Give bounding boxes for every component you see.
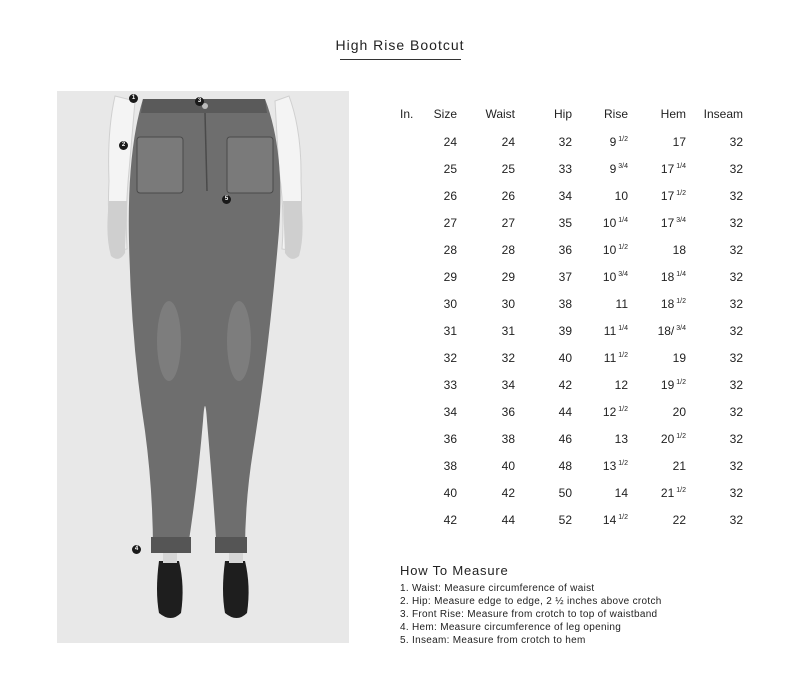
cell-inseam-value: 32: [729, 351, 743, 365]
cell-hip-value: 42: [558, 378, 572, 392]
cell-size: [444, 513, 457, 527]
cell-inseam-value: 32: [729, 486, 743, 500]
cell-hem-fraction: 1/2: [676, 298, 686, 305]
cell-hem-value: 18/: [657, 324, 675, 338]
header-waist: Waist: [485, 107, 515, 121]
cell-size-value: 36: [443, 432, 457, 446]
cell-hem-value: 17: [672, 135, 686, 149]
cell-inseam-value: 32: [729, 324, 743, 338]
cell-rise-value: 11: [603, 351, 617, 365]
table-header-row: [392, 101, 752, 128]
cell-hip-value: 48: [558, 459, 572, 473]
cell-rise-fraction: 1/2: [618, 460, 628, 467]
cell-waist: [502, 432, 515, 446]
cell-hem-value: 22: [672, 513, 686, 527]
cell-size: [444, 378, 457, 392]
cell-waist: [502, 513, 515, 527]
cell-inseam-value: 32: [729, 378, 743, 392]
cell-hip: [559, 297, 572, 311]
cell-rise: [603, 459, 628, 473]
cell-size: [444, 459, 457, 473]
cell-hip: [559, 324, 572, 338]
cell-size: [444, 243, 457, 257]
marker-2: 2: [119, 141, 128, 150]
cell-inseam-value: 32: [729, 513, 743, 527]
table-row: [392, 344, 752, 371]
cell-rise-fraction: 1/2: [618, 352, 628, 359]
cell-waist-value: 30: [501, 297, 515, 311]
cell-hem-value: 20: [660, 432, 675, 446]
cell-rise-value: 11: [603, 324, 617, 338]
cell-hip-value: 44: [558, 405, 572, 419]
cell-inseam: [730, 378, 743, 392]
cell-hip: [559, 432, 572, 446]
cell-size-value: 30: [443, 297, 457, 311]
cell-rise-value: 9: [609, 162, 617, 176]
table-row: [392, 452, 752, 479]
measure-item-front-rise: 3. Front Rise: Measure from crotch to top of waistband: [400, 609, 658, 620]
marker-1: 1: [129, 94, 138, 103]
cell-rise-fraction: 1/4: [618, 325, 628, 332]
cell-hip: [559, 135, 572, 149]
cell-hip: [559, 216, 572, 230]
cell-rise: [603, 216, 628, 230]
cell-inseam: [730, 513, 743, 527]
header-inseam: Inseam: [703, 107, 743, 121]
cell-hem: [661, 270, 686, 284]
cell-rise: [604, 351, 628, 365]
cell-hip-value: 34: [558, 189, 572, 203]
cell-rise: [615, 189, 628, 203]
cell-rise: [603, 405, 628, 419]
cell-rise-fraction: 1/2: [618, 514, 628, 521]
cell-inseam: [730, 351, 743, 365]
cell-waist-value: 24: [501, 135, 515, 149]
cell-size-value: 31: [443, 324, 457, 338]
cell-hem-fraction: 1/2: [676, 190, 686, 197]
cell-hem: [661, 189, 686, 203]
cell-size-value: 29: [443, 270, 457, 284]
page-title: High Rise Bootcut: [335, 37, 465, 53]
table-row: [392, 398, 752, 425]
cell-waist: [502, 486, 515, 500]
cell-waist-value: 25: [501, 162, 515, 176]
cell-hip: [559, 405, 572, 419]
marker-5: 5: [222, 195, 231, 204]
cell-size: [444, 486, 457, 500]
cell-inseam-value: 32: [729, 189, 743, 203]
cell-inseam: [730, 189, 743, 203]
cell-inseam: [730, 486, 743, 500]
marker-3: 3: [195, 97, 204, 106]
cell-hip-value: 35: [558, 216, 572, 230]
cell-hem: [661, 162, 686, 176]
table-row: [392, 506, 752, 533]
cell-hem: [661, 486, 686, 500]
cell-hip: [559, 513, 572, 527]
cell-size-value: 27: [443, 216, 457, 230]
cell-size-value: 42: [443, 513, 457, 527]
cell-waist: [502, 216, 515, 230]
header-hip: Hip: [553, 107, 572, 121]
cell-rise-fraction: 1/2: [618, 244, 628, 251]
how-to-measure-title: How To Measure: [400, 563, 509, 578]
table-row: [392, 182, 752, 209]
cell-hem: [661, 432, 686, 446]
cell-waist: [502, 243, 515, 257]
cell-hip-value: 50: [558, 486, 572, 500]
cell-waist-value: 26: [501, 189, 515, 203]
measure-item-hip: 2. Hip: Measure edge to edge, 2 ½ inches above crotch: [400, 596, 662, 607]
cell-hip: [559, 378, 572, 392]
cell-rise-fraction: 1/2: [618, 406, 628, 413]
cell-waist-value: 44: [501, 513, 515, 527]
table-row: [392, 479, 752, 506]
table-row: [392, 128, 752, 155]
cell-hem: [673, 135, 686, 149]
cell-waist-value: 34: [501, 378, 515, 392]
title-underline: [340, 59, 461, 60]
cell-inseam: [730, 243, 743, 257]
cell-hem-fraction: 1/2: [676, 487, 686, 494]
cell-rise: [603, 513, 628, 527]
cell-size-value: 33: [443, 378, 457, 392]
cell-size: [444, 189, 457, 203]
cell-rise-value: 14: [614, 486, 628, 500]
cell-rise-fraction: 3/4: [618, 163, 628, 170]
cell-waist-value: 40: [501, 459, 515, 473]
cell-inseam-value: 32: [729, 459, 743, 473]
cell-size: [444, 135, 457, 149]
cell-rise-value: 11: [615, 297, 628, 311]
cell-hem-fraction: 3/4: [676, 325, 686, 332]
cell-rise-value: 12: [614, 378, 628, 392]
cell-size-value: 25: [443, 162, 457, 176]
cell-inseam: [730, 459, 743, 473]
cell-rise: [610, 135, 628, 149]
cell-hem-value: 18: [672, 243, 686, 257]
cell-inseam-value: 32: [729, 432, 743, 446]
cell-size-value: 40: [443, 486, 457, 500]
cell-hem: [673, 351, 686, 365]
cell-size: [444, 351, 457, 365]
header-size: Size: [433, 107, 457, 121]
cell-hip: [559, 270, 572, 284]
cell-rise-value: 9: [609, 135, 617, 149]
cell-hip-value: 38: [558, 297, 572, 311]
cell-hem-value: 17: [660, 162, 675, 176]
cell-hem: [661, 378, 686, 392]
cell-inseam-value: 32: [729, 216, 743, 230]
cell-waist: [502, 135, 515, 149]
cell-size: [444, 324, 457, 338]
cell-hem-fraction: 3/4: [676, 217, 686, 224]
cell-size-value: 38: [443, 459, 457, 473]
cell-hip: [559, 189, 572, 203]
cell-hem-value: 21: [660, 486, 675, 500]
cell-waist: [502, 162, 515, 176]
table-row: [392, 317, 752, 344]
cell-hip: [559, 486, 572, 500]
cell-hem: [661, 297, 686, 311]
cell-waist-value: 38: [501, 432, 515, 446]
header-rise: Rise: [603, 107, 628, 121]
table-body: [392, 128, 752, 533]
cell-inseam: [730, 405, 743, 419]
cell-rise: [615, 486, 628, 500]
cell-hip-value: 39: [558, 324, 572, 338]
cell-size-value: 24: [443, 135, 457, 149]
marker-4: 4: [132, 545, 141, 554]
cell-waist: [502, 324, 515, 338]
cell-hem-fraction: 1/2: [676, 433, 686, 440]
cell-rise: [610, 162, 628, 176]
cell-hem-value: 21: [672, 459, 686, 473]
cell-waist-value: 42: [501, 486, 515, 500]
cell-size-value: 32: [443, 351, 457, 365]
table-row: [392, 371, 752, 398]
cell-rise-fraction: 3/4: [618, 271, 628, 278]
cell-rise-value: 14: [602, 513, 617, 527]
cell-inseam: [730, 162, 743, 176]
header-in: In.: [400, 107, 414, 121]
cell-hip-value: 32: [558, 135, 572, 149]
cell-size: [444, 270, 457, 284]
cell-hip-value: 36: [558, 243, 572, 257]
cell-hem: [661, 216, 686, 230]
cell-hem-fraction: 1/2: [676, 379, 686, 386]
cell-rise-fraction: 1/2: [618, 136, 628, 143]
cell-waist: [502, 378, 515, 392]
table-row: [392, 263, 752, 290]
cell-hip: [559, 459, 572, 473]
product-photo: [57, 91, 349, 643]
table-row: [392, 236, 752, 263]
cell-inseam: [730, 324, 743, 338]
cell-hip-value: 37: [558, 270, 572, 284]
jeans-illustration: [57, 91, 349, 643]
cell-hem: [673, 405, 686, 419]
cell-waist-value: 32: [501, 351, 515, 365]
cell-rise-value: 13: [602, 459, 617, 473]
cell-size: [444, 216, 457, 230]
cell-inseam: [730, 297, 743, 311]
cell-inseam-value: 32: [729, 243, 743, 257]
table-row: [392, 290, 752, 317]
cell-hem: [673, 459, 686, 473]
cell-inseam: [730, 432, 743, 446]
cell-inseam: [730, 216, 743, 230]
cell-size-value: 34: [443, 405, 457, 419]
cell-waist: [502, 189, 515, 203]
cell-rise-fraction: 1/4: [618, 217, 628, 224]
cell-inseam-value: 32: [729, 405, 743, 419]
cell-waist-value: 27: [501, 216, 515, 230]
cell-hem: [673, 243, 686, 257]
cell-hip: [559, 243, 572, 257]
measure-item-hem: 4. Hem: Measure circumference of leg opening: [400, 622, 622, 633]
cell-hem: [658, 324, 686, 338]
cell-hem-value: 18: [660, 297, 675, 311]
cell-hip-value: 33: [558, 162, 572, 176]
cell-rise-value: 13: [614, 432, 628, 446]
cell-hip: [559, 351, 572, 365]
cell-rise-value: 10: [614, 189, 628, 203]
table-row: [392, 425, 752, 452]
cell-size-value: 26: [443, 189, 457, 203]
cell-inseam-value: 32: [729, 135, 743, 149]
cell-waist: [502, 405, 515, 419]
cell-waist-value: 29: [501, 270, 515, 284]
table-row: [392, 155, 752, 182]
cell-size: [444, 297, 457, 311]
cell-rise-value: 10: [602, 270, 617, 284]
cell-waist: [502, 297, 515, 311]
cell-waist: [502, 351, 515, 365]
measure-item-waist: 1. Waist: Measure circumference of waist: [400, 583, 595, 594]
cell-size: [444, 432, 457, 446]
cell-rise: [603, 270, 628, 284]
cell-rise: [603, 243, 628, 257]
how-to-measure-list: [400, 582, 662, 647]
header-hem: Hem: [660, 107, 686, 121]
cell-size: [444, 405, 457, 419]
cell-inseam-value: 32: [729, 162, 743, 176]
cell-waist-value: 28: [501, 243, 515, 257]
cell-inseam: [730, 270, 743, 284]
cell-hem-value: 17: [660, 189, 675, 203]
measure-item-inseam: 5. Inseam: Measure from crotch to hem: [400, 635, 586, 646]
cell-hem-value: 19: [660, 378, 675, 392]
cell-waist: [502, 459, 515, 473]
cell-inseam-value: 32: [729, 270, 743, 284]
cell-hem: [673, 513, 686, 527]
cell-hem-value: 17: [660, 216, 675, 230]
cell-rise-value: 10: [602, 216, 617, 230]
cell-hip-value: 52: [558, 513, 572, 527]
cell-size: [444, 162, 457, 176]
cell-hem-value: 19: [672, 351, 686, 365]
cell-waist-value: 36: [501, 405, 515, 419]
table-row: [392, 209, 752, 236]
cell-hem-value: 18: [660, 270, 675, 284]
cell-hem-value: 20: [672, 405, 686, 419]
cell-rise-value: 12: [602, 405, 617, 419]
cell-waist-value: 31: [501, 324, 515, 338]
cell-waist: [502, 270, 515, 284]
cell-inseam: [730, 135, 743, 149]
cell-rise: [615, 432, 628, 446]
cell-size-value: 28: [443, 243, 457, 257]
cell-hem-fraction: 1/4: [676, 271, 686, 278]
cell-hip-value: 40: [558, 351, 572, 365]
size-chart-table: [392, 101, 752, 533]
cell-hem-fraction: 1/4: [676, 163, 686, 170]
cell-rise: [616, 297, 628, 311]
cell-hip-value: 46: [558, 432, 572, 446]
cell-inseam-value: 32: [729, 297, 743, 311]
cell-hip: [559, 162, 572, 176]
cell-rise-value: 10: [602, 243, 617, 257]
cell-rise: [604, 324, 628, 338]
cell-rise: [615, 378, 628, 392]
